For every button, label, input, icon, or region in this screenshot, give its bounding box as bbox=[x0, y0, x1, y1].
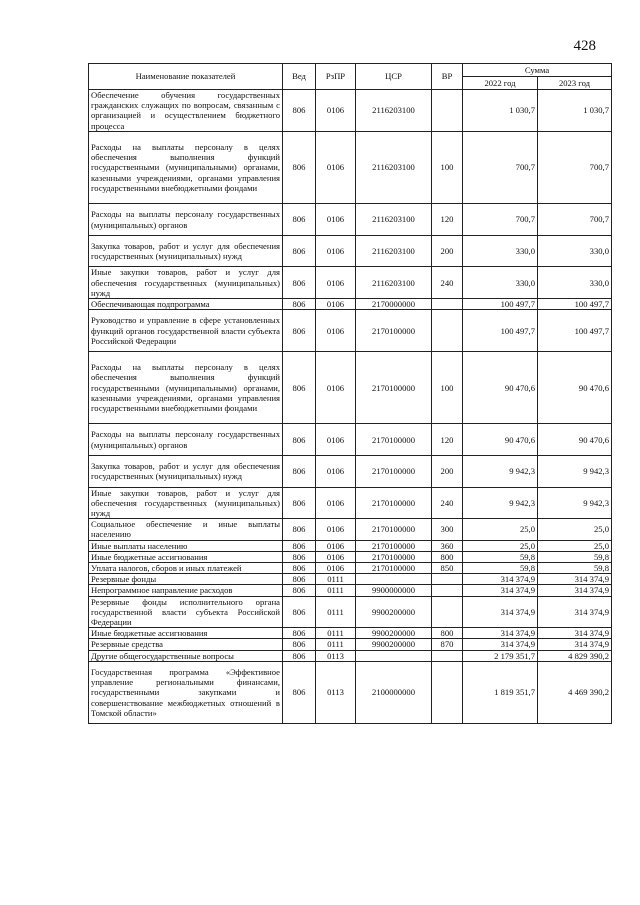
cell-name: Иные закупки товаров, работ и услуг для обеспечения государственных (муниципальных) нужд bbox=[89, 267, 283, 299]
header-year-2023: 2023 год bbox=[538, 77, 612, 90]
cell-2022: 314 374,9 bbox=[463, 574, 538, 585]
header-rzpr: РзПР bbox=[316, 64, 356, 90]
cell-2022: 700,7 bbox=[463, 204, 538, 236]
cell-ved: 806 bbox=[283, 628, 316, 639]
cell-2022: 100 497,7 bbox=[463, 310, 538, 352]
cell-2023: 100 497,7 bbox=[538, 299, 612, 310]
table-row bbox=[89, 299, 612, 310]
cell-csr: 2170100000 bbox=[356, 487, 432, 519]
cell-name: Резервные фонды bbox=[89, 574, 283, 585]
cell-ved: 806 bbox=[283, 352, 316, 424]
cell-rzpr: 0106 bbox=[316, 235, 356, 267]
cell-2022: 314 374,9 bbox=[463, 639, 538, 650]
cell-rzpr: 0106 bbox=[316, 455, 356, 487]
cell-csr: 2170100000 bbox=[356, 551, 432, 562]
cell-2023: 4 829 390,2 bbox=[538, 650, 612, 661]
cell-2022: 9 942,3 bbox=[463, 487, 538, 519]
cell-ved: 806 bbox=[283, 310, 316, 352]
cell-2022: 59,8 bbox=[463, 551, 538, 562]
cell-ved: 806 bbox=[283, 235, 316, 267]
cell-rzpr: 0106 bbox=[316, 90, 356, 132]
cell-csr: 9900000000 bbox=[356, 585, 432, 596]
cell-csr: 2116203100 bbox=[356, 204, 432, 236]
cell-2023: 90 470,6 bbox=[538, 424, 612, 456]
cell-ved: 806 bbox=[283, 455, 316, 487]
cell-rzpr: 0106 bbox=[316, 267, 356, 299]
table-row bbox=[89, 204, 612, 236]
cell-2023: 4 469 390,2 bbox=[538, 661, 612, 723]
cell-2022: 1 030,7 bbox=[463, 90, 538, 132]
cell-vr: 800 bbox=[432, 551, 463, 562]
cell-name: Обеспечение обучения государственных гражданских служащих по вопросам, связанным с организацией и осуществлением бюджетного процесса bbox=[89, 90, 283, 132]
table-row bbox=[89, 661, 612, 723]
cell-2022: 330,0 bbox=[463, 235, 538, 267]
cell-rzpr: 0111 bbox=[316, 639, 356, 650]
cell-2022: 700,7 bbox=[463, 131, 538, 203]
cell-csr: 9900200000 bbox=[356, 596, 432, 628]
cell-ved: 806 bbox=[283, 131, 316, 203]
cell-2022: 1 819 351,7 bbox=[463, 661, 538, 723]
table-row bbox=[89, 540, 612, 551]
cell-2022: 314 374,9 bbox=[463, 585, 538, 596]
cell-rzpr: 0106 bbox=[316, 519, 356, 540]
table-row bbox=[89, 487, 612, 519]
cell-2022: 90 470,6 bbox=[463, 424, 538, 456]
cell-rzpr: 0113 bbox=[316, 661, 356, 723]
cell-rzpr: 0106 bbox=[316, 487, 356, 519]
page-number: 428 bbox=[573, 38, 596, 54]
cell-vr: 100 bbox=[432, 352, 463, 424]
cell-2023: 1 030,7 bbox=[538, 90, 612, 132]
cell-rzpr: 0111 bbox=[316, 585, 356, 596]
cell-name: Непрограммное направление расходов bbox=[89, 585, 283, 596]
header-csr: ЦСР bbox=[356, 64, 432, 90]
cell-vr: 200 bbox=[432, 235, 463, 267]
cell-csr bbox=[356, 650, 432, 661]
cell-2022: 9 942,3 bbox=[463, 455, 538, 487]
cell-vr bbox=[432, 585, 463, 596]
cell-csr bbox=[356, 574, 432, 585]
cell-2023: 314 374,9 bbox=[538, 628, 612, 639]
cell-name: Закупка товаров, работ и услуг для обеспечения государственных (муниципальных) нужд bbox=[89, 455, 283, 487]
cell-name: Резервные средства bbox=[89, 639, 283, 650]
cell-csr: 2116203100 bbox=[356, 267, 432, 299]
cell-ved: 806 bbox=[283, 204, 316, 236]
table-row bbox=[89, 596, 612, 628]
cell-csr: 2100000000 bbox=[356, 661, 432, 723]
cell-csr: 2170100000 bbox=[356, 563, 432, 574]
cell-2023: 330,0 bbox=[538, 235, 612, 267]
cell-name: Иные бюджетные ассигнования bbox=[89, 628, 283, 639]
cell-ved: 806 bbox=[283, 596, 316, 628]
cell-ved: 806 bbox=[283, 563, 316, 574]
cell-csr: 2170100000 bbox=[356, 310, 432, 352]
cell-2022: 90 470,6 bbox=[463, 352, 538, 424]
cell-2022: 330,0 bbox=[463, 267, 538, 299]
cell-vr: 240 bbox=[432, 487, 463, 519]
cell-name: Иные выплаты населению bbox=[89, 540, 283, 551]
table-row bbox=[89, 628, 612, 639]
cell-2023: 330,0 bbox=[538, 267, 612, 299]
cell-rzpr: 0106 bbox=[316, 424, 356, 456]
header-vr: ВР bbox=[432, 64, 463, 90]
cell-2023: 100 497,7 bbox=[538, 310, 612, 352]
cell-name: Другие общегосударственные вопросы bbox=[89, 650, 283, 661]
cell-2023: 9 942,3 bbox=[538, 455, 612, 487]
cell-name: Руководство и управление в сфере установленных функций органов государственной власти субъекта Российской Федерации bbox=[89, 310, 283, 352]
table-row bbox=[89, 551, 612, 562]
cell-2023: 314 374,9 bbox=[538, 639, 612, 650]
cell-2022: 25,0 bbox=[463, 519, 538, 540]
cell-vr: 120 bbox=[432, 204, 463, 236]
cell-vr: 200 bbox=[432, 455, 463, 487]
table-row bbox=[89, 267, 612, 299]
cell-ved: 806 bbox=[283, 90, 316, 132]
cell-vr bbox=[432, 310, 463, 352]
cell-2022: 314 374,9 bbox=[463, 628, 538, 639]
cell-vr: 800 bbox=[432, 628, 463, 639]
cell-vr: 300 bbox=[432, 519, 463, 540]
cell-name: Уплата налогов, сборов и иных платежей bbox=[89, 563, 283, 574]
cell-rzpr: 0113 bbox=[316, 650, 356, 661]
cell-2023: 700,7 bbox=[538, 131, 612, 203]
cell-csr: 2170100000 bbox=[356, 519, 432, 540]
cell-ved: 806 bbox=[283, 650, 316, 661]
cell-ved: 806 bbox=[283, 585, 316, 596]
header-sum: Сумма bbox=[463, 64, 612, 77]
table-row bbox=[89, 352, 612, 424]
cell-vr: 100 bbox=[432, 131, 463, 203]
cell-2022: 2 179 351,7 bbox=[463, 650, 538, 661]
cell-vr bbox=[432, 90, 463, 132]
cell-2023: 314 374,9 bbox=[538, 596, 612, 628]
header-name: Наименование показателей bbox=[89, 64, 283, 90]
cell-rzpr: 0106 bbox=[316, 352, 356, 424]
cell-csr: 2116203100 bbox=[356, 90, 432, 132]
cell-csr: 2116203100 bbox=[356, 131, 432, 203]
cell-ved: 806 bbox=[283, 574, 316, 585]
table-row bbox=[89, 563, 612, 574]
cell-rzpr: 0106 bbox=[316, 551, 356, 562]
table-row bbox=[89, 131, 612, 203]
cell-csr: 2170100000 bbox=[356, 540, 432, 551]
table-row bbox=[89, 455, 612, 487]
cell-2022: 59,8 bbox=[463, 563, 538, 574]
header-year-2022: 2022 год bbox=[463, 77, 538, 90]
cell-name: Иные закупки товаров, работ и услуг для обеспечения государственных (муниципальных) нужд bbox=[89, 487, 283, 519]
cell-vr bbox=[432, 661, 463, 723]
cell-rzpr: 0106 bbox=[316, 563, 356, 574]
table-row bbox=[89, 90, 612, 132]
cell-name: Иные бюджетные ассигнования bbox=[89, 551, 283, 562]
table-row bbox=[89, 574, 612, 585]
cell-2023: 90 470,6 bbox=[538, 352, 612, 424]
table-row bbox=[89, 519, 612, 540]
cell-vr: 360 bbox=[432, 540, 463, 551]
cell-2023: 25,0 bbox=[538, 540, 612, 551]
cell-rzpr: 0111 bbox=[316, 596, 356, 628]
cell-vr bbox=[432, 596, 463, 628]
cell-vr bbox=[432, 299, 463, 310]
cell-ved: 806 bbox=[283, 487, 316, 519]
table-row bbox=[89, 235, 612, 267]
cell-ved: 806 bbox=[283, 267, 316, 299]
cell-name: Государственная программа «Эффективное управление региональными финансами, государственными закупками и совершенствование межбюджетных отношений в Томской области» bbox=[89, 661, 283, 723]
table-body bbox=[89, 90, 612, 724]
cell-2022: 100 497,7 bbox=[463, 299, 538, 310]
cell-ved: 806 bbox=[283, 661, 316, 723]
table-row bbox=[89, 424, 612, 456]
cell-vr bbox=[432, 650, 463, 661]
cell-csr: 2170100000 bbox=[356, 352, 432, 424]
cell-ved: 806 bbox=[283, 639, 316, 650]
cell-ved: 806 bbox=[283, 540, 316, 551]
cell-2022: 25,0 bbox=[463, 540, 538, 551]
cell-vr: 850 bbox=[432, 563, 463, 574]
cell-rzpr: 0106 bbox=[316, 204, 356, 236]
cell-rzpr: 0106 bbox=[316, 310, 356, 352]
table-row bbox=[89, 650, 612, 661]
cell-ved: 806 bbox=[283, 299, 316, 310]
header-ved: Вед bbox=[283, 64, 316, 90]
cell-rzpr: 0106 bbox=[316, 299, 356, 310]
cell-ved: 806 bbox=[283, 551, 316, 562]
cell-name: Расходы на выплаты персоналу в целях обеспечения выполнения функций государственными (муниципальными) органами, казенными учреждениями, органами управления государственными внебюджетными фондами bbox=[89, 131, 283, 203]
cell-2022: 314 374,9 bbox=[463, 596, 538, 628]
cell-2023: 59,8 bbox=[538, 551, 612, 562]
cell-rzpr: 0111 bbox=[316, 628, 356, 639]
table-row bbox=[89, 585, 612, 596]
cell-vr: 240 bbox=[432, 267, 463, 299]
table-row bbox=[89, 310, 612, 352]
cell-2023: 59,8 bbox=[538, 563, 612, 574]
table-row bbox=[89, 639, 612, 650]
cell-name: Социальное обеспечение и иные выплаты населению bbox=[89, 519, 283, 540]
cell-csr: 2170100000 bbox=[356, 455, 432, 487]
cell-vr bbox=[432, 574, 463, 585]
cell-rzpr: 0106 bbox=[316, 540, 356, 551]
cell-name: Расходы на выплаты персоналу в целях обеспечения выполнения функций государственными (муниципальными) органами, казенными учреждениями, органами управления государственными внебюджетными фондами bbox=[89, 352, 283, 424]
cell-2023: 314 374,9 bbox=[538, 585, 612, 596]
cell-2023: 25,0 bbox=[538, 519, 612, 540]
cell-2023: 700,7 bbox=[538, 204, 612, 236]
cell-rzpr: 0111 bbox=[316, 574, 356, 585]
cell-csr: 2116203100 bbox=[356, 235, 432, 267]
cell-csr: 9900200000 bbox=[356, 639, 432, 650]
cell-ved: 806 bbox=[283, 424, 316, 456]
cell-name: Резервные фонды исполнительного органа государственной власти субъекта Российской Федерации bbox=[89, 596, 283, 628]
cell-name: Расходы на выплаты персоналу государственных (муниципальных) органов bbox=[89, 204, 283, 236]
cell-ved: 806 bbox=[283, 519, 316, 540]
budget-table bbox=[88, 63, 612, 724]
cell-name: Закупка товаров, работ и услуг для обеспечения государственных (муниципальных) нужд bbox=[89, 235, 283, 267]
cell-2023: 9 942,3 bbox=[538, 487, 612, 519]
cell-name: Обеспечивающая подпрограмма bbox=[89, 299, 283, 310]
cell-csr: 9900200000 bbox=[356, 628, 432, 639]
cell-csr: 2170000000 bbox=[356, 299, 432, 310]
cell-name: Расходы на выплаты персоналу государственных (муниципальных) органов bbox=[89, 424, 283, 456]
cell-2023: 314 374,9 bbox=[538, 574, 612, 585]
cell-rzpr: 0106 bbox=[316, 131, 356, 203]
cell-vr: 120 bbox=[432, 424, 463, 456]
cell-csr: 2170100000 bbox=[356, 424, 432, 456]
cell-vr: 870 bbox=[432, 639, 463, 650]
